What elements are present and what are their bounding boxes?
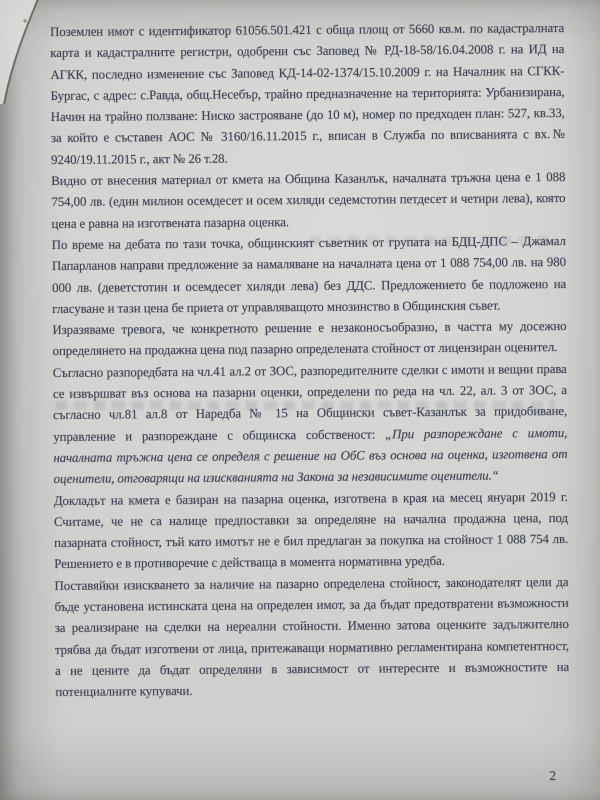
- paragraph-legal-basis: [53, 359, 568, 491]
- paragraph-property-description: Поземлен имот с идентификатор 61056.501.421 с обща площ от 5660 кв.м. по кадастралната карта и кадастралните регистри, одобрени със Заповед № РД-18-58/16.04.2008 г. на ИД на АГКК, последно изменение със Заповед КД-14-02-1374/15.10.2009 г. на Началник на СГКК- Бургас, с адрес: с.Равда, общ.Несебър, трайно предназначение на територията: Урбанизирана, Начин на трайно ползване: Ниско застрояване (до 10 м), номер по предходен план: 527, кв.33, за който е съставен АОС № 3160/16.11.2015 г., вписан в Служба по вписванията с вх.№ 9240/19.11.2015 г., акт № 26 т.28.: [50, 20, 565, 167]
- paragraph-mayor-report: Докладът на кмета е базиран на пазарна оценка, изготвена в края на месец януари 2019 г. Считаме, че не са налице предпоставки за определяне на начална продажна цена, под пазарната стойност, тъй като имотът не е бил предлаган за покупка на стойност 1 088 754 лв. Решението е в противоречие с действаща в момента нормативна уредба.: [53, 489, 569, 572]
- paper-speck: [23, 19, 26, 22]
- regulation-quote: „При разпореждане с имоти, началната тръжна цена се определя с решение на ОбС въз основа на оценка, изготвена от оценители, отговарящи на изискванията на Закона за независимите оценители.“: [53, 425, 568, 487]
- legal-basis-text: Съгласно разпоредбата на чл.41 ал.2 от ЗОС, разпоредителните сделки с имоти и вещни права се извършват въз основа на пазарни оценки, определени по реда на чл. 22, ал. 3 от ЗОС, а съгласно чл.81 ал.8 от Наредба № 15 на Общински съвет-Казанлък за придобиване, управление и разпореждане с общинска собственост:: [52, 361, 568, 444]
- paragraph-conclusion: Поставяйки изискването за наличие на пазарно определена стойност, законодателят цели да бъде установена истинската цена на определен имот, за да бъдат предотвратени възможности за реализиране на сделки на нереални стойности. Именно затова оценките задължително трябва да бъдат изготвени от лица, притежаващи нормативно регламентирана компетентност, а не цените да бъдат определяни в зависимост от интересите и възможностите на потенциалните купувачи.: [54, 574, 570, 700]
- page-corner-crease: [0, 0, 70, 120]
- paragraph-debate-proposal: По време на дебата по тази точка, общинският съветник от групата на БДЦ-ДПС – Джамал Папарланов направи предложение за намаляване на началната цена от 1 088 754,00 лв. на 980 000 лв. (деветстотин и осемдесет хиляди лева) без ДДС. Предложението бе подложено на гласуване и тази цена бе приета от управляващото мнозинство в Общинския съвет.: [51, 233, 567, 316]
- paragraph-concern: Изразяваме тревога, че конкретното решение е незаконосъобразно, в частта му досежно определянето на продажна цена под пазарно определената стойност от лицензиран оценител.: [52, 319, 567, 359]
- page-number: 2: [549, 767, 557, 783]
- paragraph-starting-price: Видно от внесения материал от кмета на Община Казанлък, началната тръжна цена е 1 088 754,00 лв. (един милион осемдесет и осем хиляди седемстотин петдесет и четири лева), която цена е равна на изготвената пазарна оценка.: [51, 169, 566, 231]
